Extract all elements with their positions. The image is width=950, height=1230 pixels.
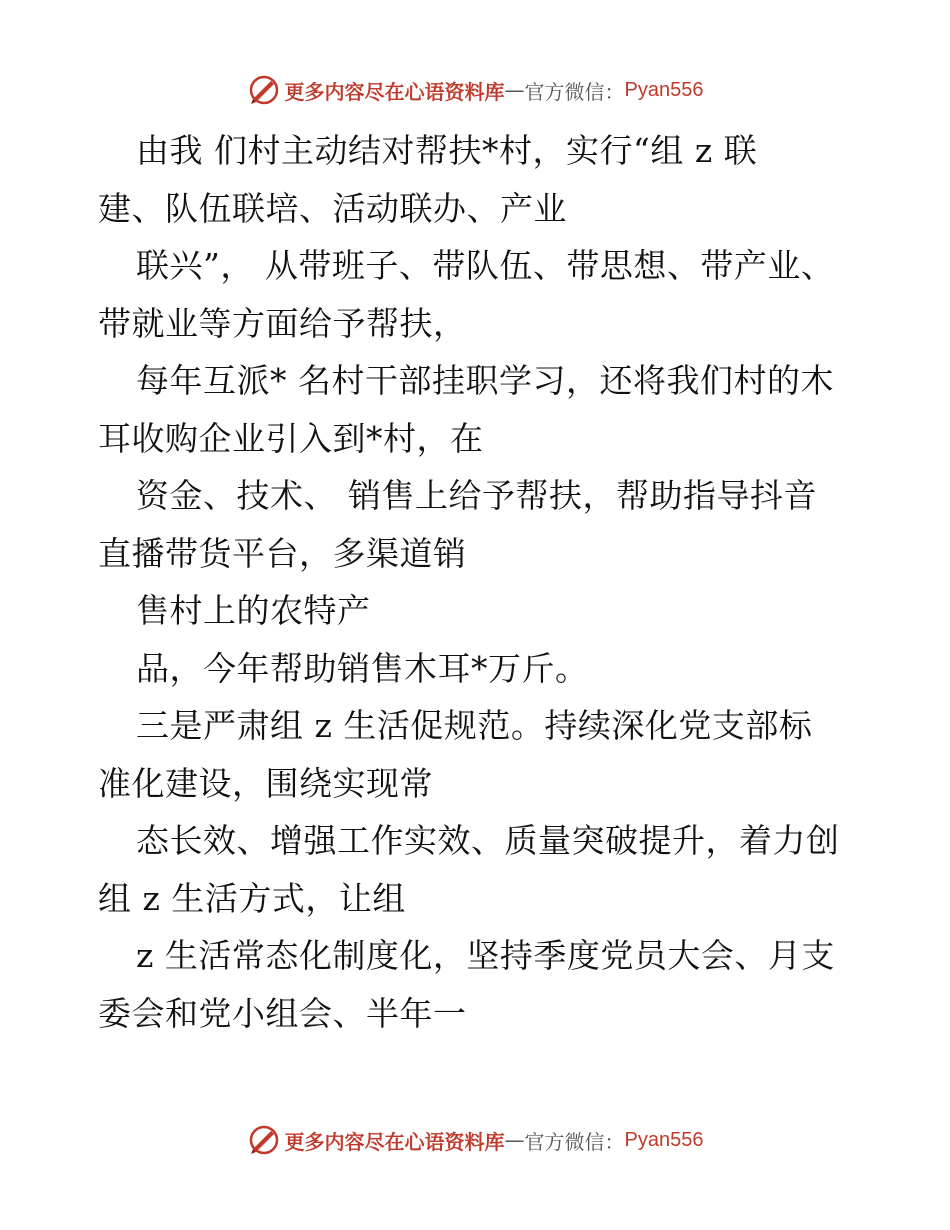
header-banner — [0, 70, 950, 110]
text-line: 组 z 生活方式，让组 — [98, 878, 406, 918]
banner-wechat-id: Pyan556 — [624, 1128, 704, 1151]
banner-separator: — — [504, 1128, 525, 1152]
text-line: 态长效、增强工作实效、质量突破提升，着力创 — [136, 821, 840, 860]
text-line: 由我 们村主动结对帮扶*村，实行“组 z 联 — [136, 131, 758, 170]
banner-red-text: 更多内容尽在心语资料库 — [284, 79, 505, 104]
text-line: 准化建设，围绕实现常 — [98, 763, 433, 803]
text-line: 带就业等方面给予帮扶， — [98, 303, 467, 343]
pen-circle-logo-icon — [247, 1123, 281, 1157]
banner-text — [285, 76, 704, 105]
text-line: 售村上的农特产 — [136, 591, 371, 630]
banner-gray-text: 官方微信： — [524, 1129, 625, 1154]
banner-red-text: 更多内容尽在心语资料库 — [284, 1129, 505, 1154]
banner-gray-text: 官方微信： — [524, 79, 625, 104]
text-line: 品，今年帮助销售木耳*万斤。 — [136, 648, 589, 688]
text-line: 三是严肃组 z 生活促规范。持续深化党支部标 — [136, 706, 813, 745]
banner-wechat-id: Pyan556 — [624, 78, 704, 101]
text-line: 耳收购企业引入到*村，在 — [98, 418, 484, 458]
pen-circle-logo-icon — [247, 73, 281, 107]
banner-text — [285, 1126, 704, 1155]
text-line: z 生活常态化制度化，坚持季度党员大会、月支 — [136, 936, 835, 975]
text-line: 建、队伍联培、活动联办、产业 — [98, 188, 567, 228]
text-line: 每年互派* 名村干部挂职学习，还将我们村的木 — [136, 361, 834, 400]
banner-separator: — — [504, 78, 525, 102]
text-line: 直播带货平台，多渠道销 — [98, 533, 467, 573]
text-line: 委会和党小组会、半年一 — [98, 993, 467, 1033]
text-line: 联兴”， 从带班子、带队伍、带思想、带产业、 — [136, 246, 835, 285]
text-line: 资金、技术、 销售上给予帮扶，帮助指导抖音 — [136, 476, 817, 515]
footer-banner — [0, 1120, 950, 1160]
document-body — [98, 122, 868, 1042]
